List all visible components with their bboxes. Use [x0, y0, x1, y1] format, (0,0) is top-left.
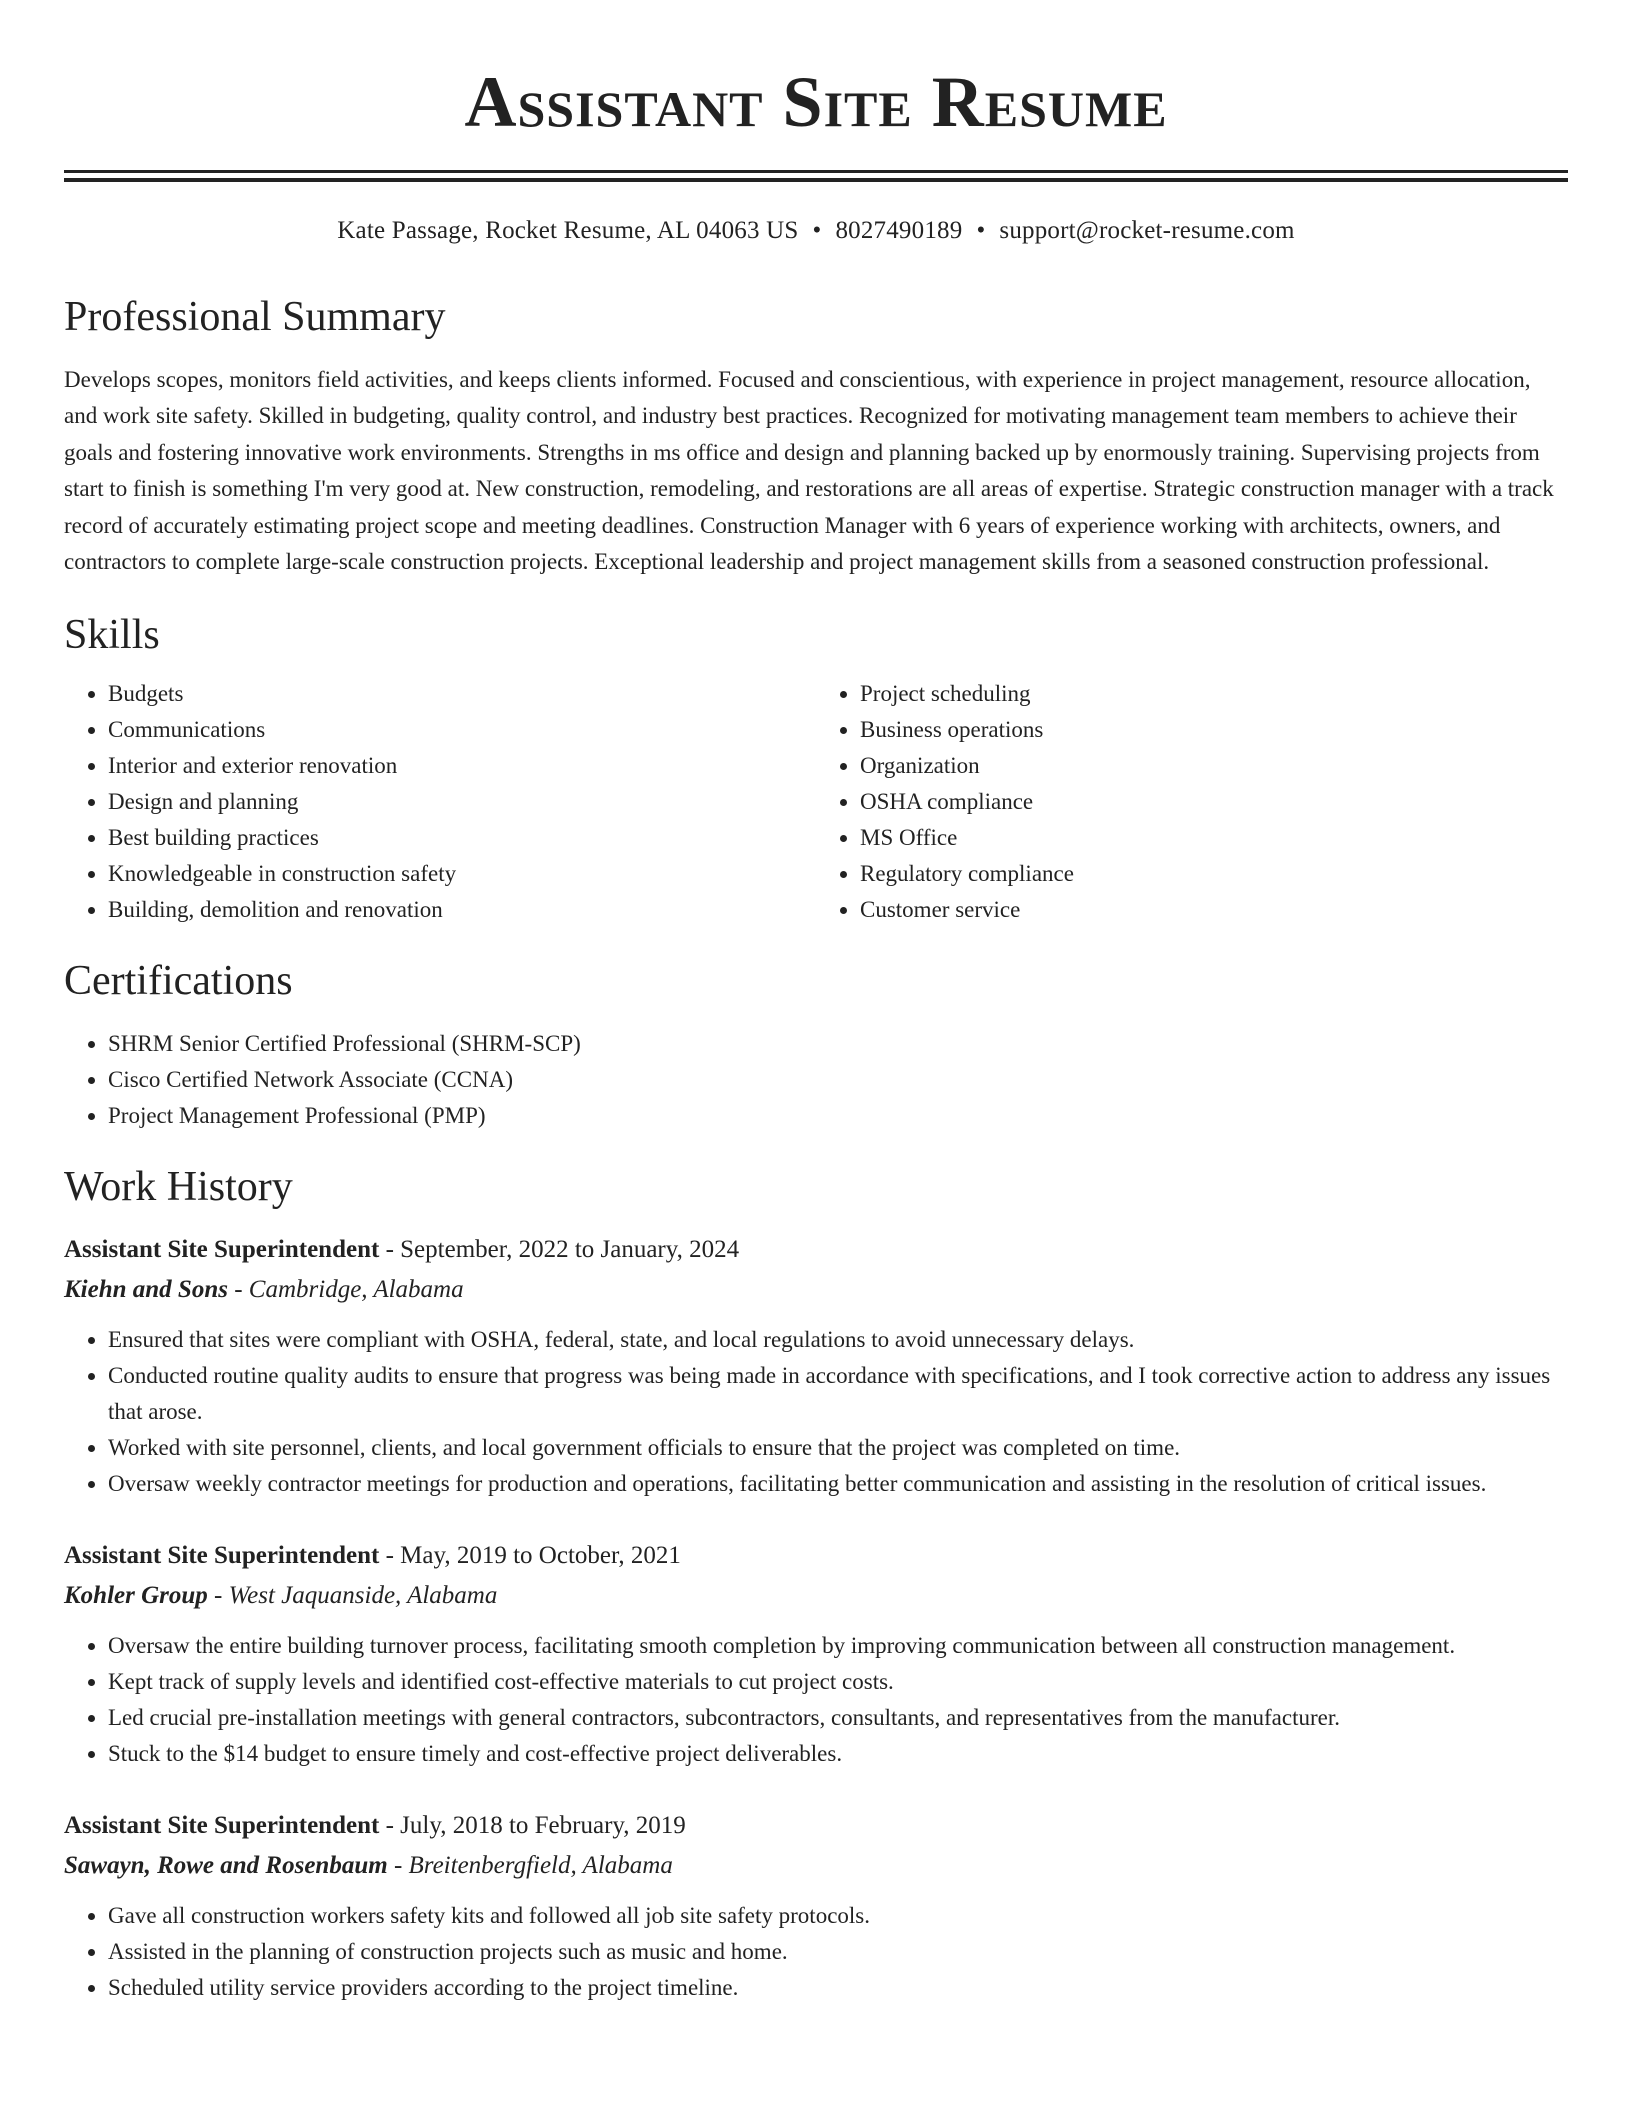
job-bullet: • Worked with site personnel, clients, and local government officials to ensure that the project was completed on time.: [108, 1430, 1568, 1466]
job-bullet: • Assisted in the planning of construction projects such as music and home.: [108, 1934, 1568, 1970]
contact-address: Kate Passage, Rocket Resume, AL 04063 US: [337, 217, 799, 244]
contact-separator: •: [976, 217, 986, 244]
skill-item: • Building, demolition and renovation: [108, 892, 816, 928]
skill-item: • Communications: [108, 712, 816, 748]
job-bullet: • Scheduled utility service providers according to the project timeline.: [108, 1970, 1568, 2006]
job-bullet: • Oversaw the entire building turnover process, facilitating smooth completion by improving communication between all construction management.: [108, 1628, 1568, 1664]
skill-item: • Regulatory compliance: [860, 856, 1568, 892]
contact-phone: 8027490189: [835, 217, 963, 244]
skill-item: • Budgets: [108, 676, 816, 712]
skills-list-left: [64, 676, 816, 928]
job-location: Cambridge, Alabama: [248, 1276, 464, 1304]
job-bullet: • Led crucial pre-installation meetings with general contractors, subcontractors, consultants, and representatives from the manufacturer.: [108, 1700, 1568, 1736]
job-employer: [64, 1576, 1568, 1616]
skill-item: • OSHA compliance: [860, 784, 1568, 820]
summary-text: Develops scopes, monitors field activities, and keeps clients informed. Focused and conscientious, with experience in project management, resource allocation, and work site safety. Skilled in budgeting, quality control, and industry best practices. Recognized for motivating management team members to achieve their goals and fostering innovative work environments. Strengths in ms office and design and planning backed up by enormously training. Supervising projects from start to finish is something I'm very good at. New construction, remodeling, and restorations are all areas of expertise. Strategic construction manager with a track record of accurately estimating project scope and meeting deadlines. Construction Manager with 6 years of experience working with architects, owners, and contractors to complete large-scale construction projects. Exceptional leadership and project management skills from a seasoned construction professional.: [64, 367, 1554, 575]
job-bullet: • Gave all construction workers safety kits and followed all job site safety protocols.: [108, 1898, 1568, 1934]
section-heading-summary: Professional Summary: [64, 294, 446, 340]
job-title: Assistant Site Superintendent: [64, 1236, 380, 1264]
job-company: Sawayn, Rowe and Rosenbaum: [64, 1852, 388, 1880]
job-employer: [64, 1846, 1568, 1886]
job-bullet: • Conducted routine quality audits to ensure that progress was being made in accordance with specifications, and I took corrective action to address any issues that arose.: [108, 1358, 1568, 1430]
job-bullet: • Kept track of supply levels and identified cost-effective materials to cut project costs.: [108, 1664, 1568, 1700]
job-header: [64, 1536, 1568, 1576]
certification-item: • Cisco Certified Network Associate (CCNA): [108, 1062, 1568, 1098]
job-dash: -: [227, 1276, 249, 1304]
skill-item: • Best building practices: [108, 820, 816, 856]
skill-item: • Interior and exterior renovation: [108, 748, 816, 784]
job-dates: September, 2022 to January, 2024: [400, 1236, 740, 1264]
skills-list-right: [816, 676, 1568, 928]
job-title: Assistant Site Superintendent: [64, 1542, 380, 1570]
job-bullets: [64, 1628, 1568, 1772]
contact-line: [64, 216, 1568, 246]
job-dash: -: [379, 1542, 401, 1570]
skill-item: • Customer service: [860, 892, 1568, 928]
job-bullet: • Stuck to the $14 budget to ensure timely and cost-effective project deliverables.: [108, 1736, 1568, 1772]
skill-item: • MS Office: [860, 820, 1568, 856]
skill-item: • Organization: [860, 748, 1568, 784]
certification-item: • SHRM Senior Certified Professional (SHRM-SCP): [108, 1026, 1568, 1062]
job-company: Kohler Group: [64, 1582, 208, 1610]
certifications-list: [64, 1026, 1568, 1134]
contact-separator: •: [812, 217, 822, 244]
skill-item: • Business operations: [860, 712, 1568, 748]
job-title: Assistant Site Superintendent: [64, 1812, 380, 1840]
skill-item: • Design and planning: [108, 784, 816, 820]
job-dash: -: [379, 1236, 401, 1264]
job-bullets: [64, 1322, 1568, 1502]
certification-item: • Project Management Professional (PMP): [108, 1098, 1568, 1134]
job-bullets: [64, 1898, 1568, 2006]
job-dash: -: [387, 1852, 409, 1880]
section-heading-skills: Skills: [64, 612, 160, 659]
job-location: West Jaquanside, Alabama: [228, 1582, 498, 1610]
job-dates: July, 2018 to February, 2019: [400, 1812, 686, 1840]
job-bullet: • Oversaw weekly contractor meetings for production and operations, facilitating better communication and assisting in the resolution of critical issues.: [108, 1466, 1568, 1502]
contact-email: support@rocket-resume.com: [999, 217, 1295, 244]
job-entry: [64, 1806, 1568, 2006]
job-dash: -: [207, 1582, 229, 1610]
title-divider-bottom: [64, 178, 1568, 182]
skill-item: • Project scheduling: [860, 676, 1568, 712]
section-heading-certifications: Certifications: [64, 958, 293, 1005]
job-header: [64, 1230, 1568, 1270]
job-entry: [64, 1230, 1568, 1502]
section-heading-work-history: Work History: [64, 1164, 293, 1211]
job-bullet: • Ensured that sites were compliant with OSHA, federal, state, and local regulations to avoid unnecessary delays.: [108, 1322, 1568, 1358]
job-employer: [64, 1270, 1568, 1310]
job-entry: [64, 1536, 1568, 1772]
job-dates: May, 2019 to October, 2021: [400, 1542, 681, 1570]
job-dash: -: [379, 1812, 401, 1840]
resume-title: Assistant Site Resume: [464, 62, 1168, 142]
skills-columns: [64, 676, 1568, 928]
job-header: [64, 1806, 1568, 1846]
title-divider-top: [64, 170, 1568, 173]
skill-item: • Knowledgeable in construction safety: [108, 856, 816, 892]
job-company: Kiehn and Sons: [64, 1276, 228, 1304]
job-location: Breitenbergfield, Alabama: [408, 1852, 673, 1880]
